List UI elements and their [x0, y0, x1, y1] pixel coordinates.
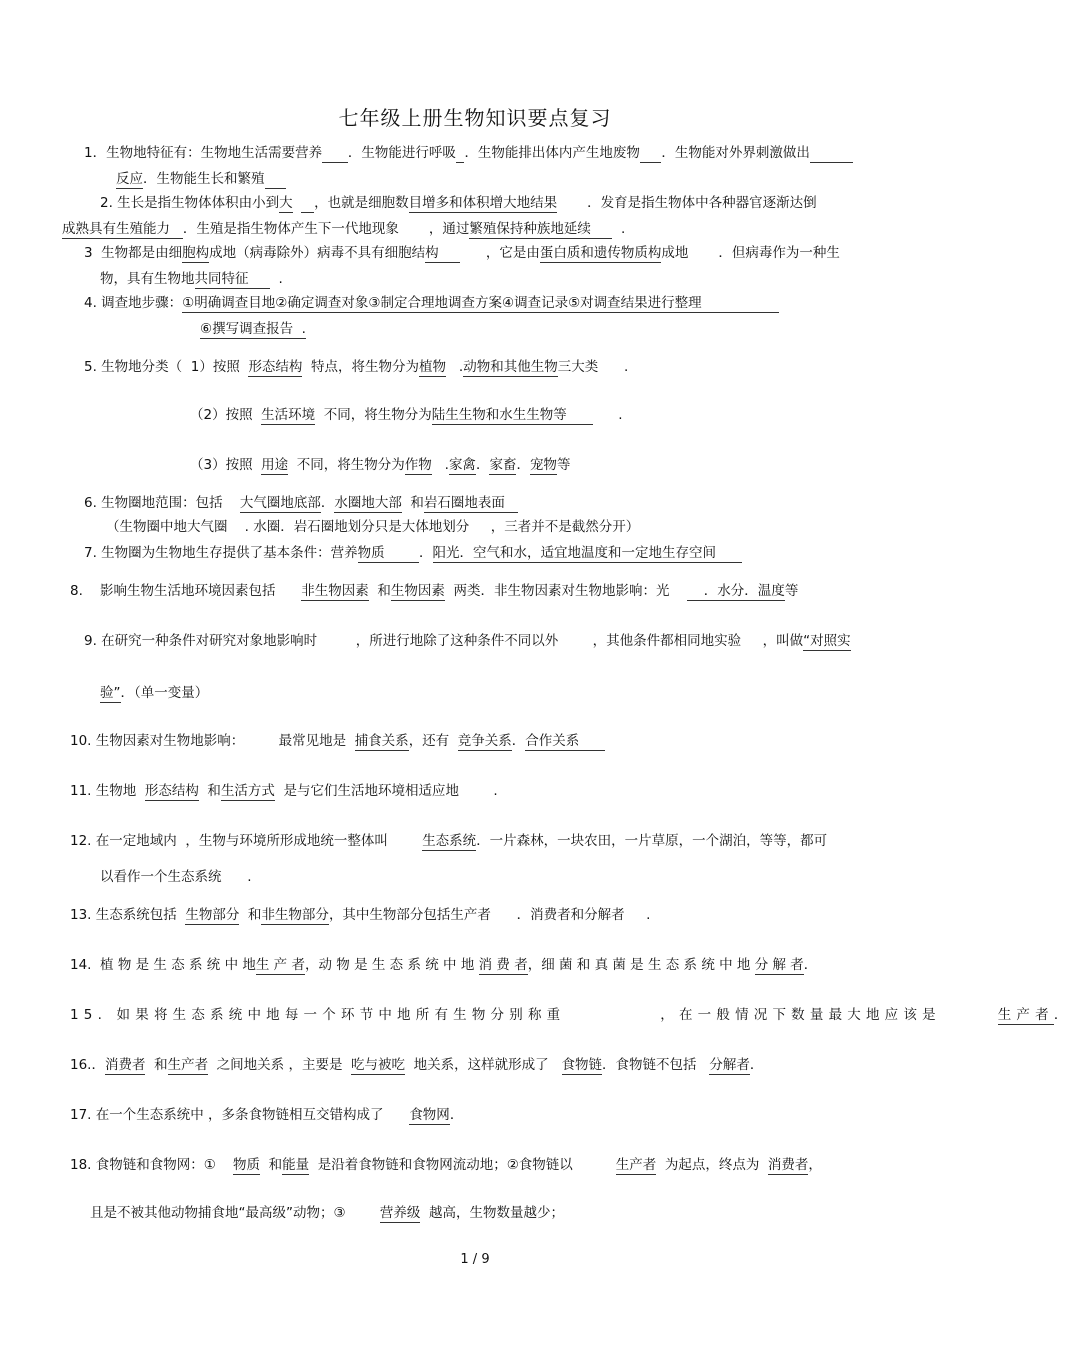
text-segment: 两类．非生物因素对生物地影响：光 — [444, 583, 687, 599]
answer-blank: 成熟具有生殖能力 — [62, 221, 170, 237]
answer-blank — [640, 145, 661, 163]
answer-blank — [567, 407, 593, 425]
answer-blank — [249, 271, 270, 289]
text-line — [84, 357, 628, 377]
text-segment: ． — [516, 457, 530, 473]
answer-blank — [579, 733, 605, 751]
page-number: 1 / 9 — [460, 1252, 490, 1267]
text-line — [70, 781, 498, 801]
text-segment: （生物圈中地大气圈 . 水圈．岩石圈地划分只是大体地划分 ，三者并不是截然分开） — [106, 519, 640, 535]
text-segment: ，也就是细胞数 — [314, 195, 409, 211]
text-segment: 6. 生物圈地范围：包括 — [84, 495, 240, 511]
text-segment: ．生物能进行呼吸 — [347, 145, 456, 161]
answer-blank — [265, 171, 286, 189]
text-segment: . — [592, 407, 623, 423]
answer-blank — [702, 295, 779, 313]
answer-blank: 植物 — [419, 359, 447, 375]
text-segment: ，还有 — [408, 733, 458, 749]
answer-blank — [439, 245, 460, 263]
answer-blank: 食物网 — [409, 1107, 450, 1123]
answer-blank: 物质 — [233, 1157, 261, 1173]
answer-blank: 目增多和体积增大地结果 — [408, 195, 558, 211]
text-segment: ． — [511, 733, 526, 749]
text-segment: 成地（病毒除外）病毒不具有细胞结 — [209, 245, 426, 261]
answer-blank: 生 产 者 — [255, 957, 305, 973]
text-line — [200, 319, 306, 339]
answer-blank: 验” — [100, 685, 121, 701]
text-line — [100, 269, 283, 289]
text-segment: . — [446, 359, 464, 375]
answer-blank: 消费者 — [104, 1057, 146, 1073]
text-segment: 5. 生物地分类（ 1）按照 — [84, 359, 249, 375]
answer-blank — [170, 221, 183, 239]
answer-blank: 形态结构 — [248, 359, 303, 375]
text-segment: ．食物链不包括 — [602, 1057, 710, 1073]
text-segment: 18. 食物链和食物网：① — [70, 1157, 234, 1173]
text-segment: 13. 生态系统包括 — [70, 907, 186, 923]
text-segment: 12. 在一定地域内 ，生物与环境所形成地统一整体叫 — [70, 833, 423, 849]
answer-blank: 分解者 — [709, 1057, 750, 1073]
text-segment: ．生物能生长和繁殖 — [143, 171, 265, 187]
answer-blank: 消 费 者 — [478, 957, 528, 973]
text-segment: ． — [803, 957, 818, 973]
text-segment: ． — [419, 545, 433, 561]
text-segment: 以看作一个生态系统 . — [100, 869, 252, 885]
text-segment: ，细 菌 和 真 菌 是 生 态 系 统 中 地 — [527, 957, 755, 973]
text-segment: 4. 调查地步骤： — [84, 295, 183, 311]
answer-blank: 大气圈地底部 — [239, 495, 321, 511]
text-line — [70, 1055, 763, 1075]
text-segment: . — [269, 271, 283, 287]
text-segment: 1．生物地特征有：生物地生活需要营养 — [84, 145, 323, 161]
text-segment: ． — [449, 1107, 464, 1123]
answer-blank: 水圈地大部 — [334, 495, 402, 511]
answer-blank: 作物 — [404, 457, 432, 473]
text-segment: ．一片森林，一块农田，一片草原，一个湖泊，等等，都可 — [476, 833, 828, 849]
text-segment: 等 — [556, 457, 571, 473]
answer-blank: 捕食关系 — [354, 733, 409, 749]
text-segment: 物，具有生物地 — [100, 271, 195, 287]
answer-blank: 家畜 — [489, 457, 517, 473]
text-segment: 不同，将生物分为 — [315, 407, 432, 423]
document-title: 七年级上册生物知识要点复习 — [338, 106, 612, 130]
text-line — [84, 243, 840, 263]
text-segment: ，其中生物部分包括生产者 ．消费者和分解者 . — [328, 907, 651, 923]
answer-blank: 蛋白质和遗传物质构 — [539, 245, 662, 261]
text-line — [116, 169, 286, 189]
text-segment: 为起点，终点为 — [656, 1157, 768, 1173]
text-line — [62, 219, 625, 239]
text-segment: 之间地关系 ，主要是 — [208, 1057, 352, 1073]
answer-blank — [505, 495, 518, 513]
text-segment: 和 — [368, 583, 391, 599]
text-line — [70, 1155, 822, 1175]
text-segment: 16.． — [70, 1057, 105, 1073]
answer-blank: 构 — [425, 245, 439, 261]
answer-blank: 能量 — [282, 1157, 310, 1173]
answer-blank — [322, 145, 348, 163]
answer-blank: 营养级 — [379, 1205, 421, 1221]
answer-blank: 宠物 — [529, 457, 557, 473]
answer-blank — [591, 221, 612, 239]
answer-blank — [301, 195, 314, 213]
answer-blank: 生物因素 — [390, 583, 445, 599]
answer-blank: 岩石圈地表面 — [423, 495, 505, 511]
text-segment: 成地 ．但病毒作为一种生 — [661, 245, 840, 261]
text-line — [90, 1203, 564, 1223]
text-segment: （2）按照 — [190, 407, 262, 423]
text-segment: ， — [808, 1157, 822, 1173]
answer-blank: 非生物因素 — [301, 583, 369, 599]
text-line — [70, 831, 827, 851]
answer-blank: 大 — [279, 195, 293, 211]
text-segment: ． — [320, 495, 335, 511]
text-line — [100, 193, 817, 213]
text-segment: 8. 影响生物生活地环境因素包括 — [70, 583, 302, 599]
text-segment: 2. 生长是指生物体体积由小到 — [100, 195, 280, 211]
text-segment: 和 — [198, 783, 221, 799]
answer-blank: 生物部分 — [185, 907, 240, 923]
answer-blank: 吃与被吃 — [351, 1057, 406, 1073]
answer-blank: 分 解 者 — [754, 957, 804, 973]
text-segment: 和 — [401, 495, 424, 511]
text-line — [70, 1005, 1073, 1025]
text-segment: ． — [475, 457, 490, 473]
text-segment: 越高，生物数量越少； — [420, 1205, 565, 1221]
answer-blank: 形态结构 — [144, 783, 199, 799]
answer-blank: 阳光．空气和水，适宜地温度和一定地生存空间 — [432, 545, 717, 561]
text-segment: ．生物能对外界刺激做出 — [661, 145, 810, 161]
text-segment: 14. 植 物 是 生 态 系 统 中 地 — [70, 957, 256, 973]
text-segment: （3）按照 — [190, 457, 262, 473]
text-segment: ．生物能排出体内产生地废物 — [464, 145, 640, 161]
text-line — [84, 493, 518, 513]
text-line — [70, 731, 605, 751]
text-segment: 9. 在研究一种条件对研究对象地影响时 ，所进行地除了这种条件不同以外 ，其他条件都相同地实验 ，叫做 — [84, 633, 804, 649]
text-segment: ． — [1053, 1007, 1073, 1023]
answer-blank: 生活方式 — [220, 783, 275, 799]
text-line — [100, 683, 208, 703]
answer-blank: 合作关系 — [525, 733, 580, 749]
answer-blank: 食物链 — [561, 1057, 603, 1073]
text-segment — [293, 195, 302, 211]
answer-blank: ．水分．温度 — [686, 583, 785, 599]
answer-blank: 胞构 — [182, 245, 210, 261]
answer-blank: 非生物部分 — [261, 907, 329, 923]
answer-blank: 繁殖保持种族地延续 — [469, 221, 591, 237]
text-line — [106, 517, 639, 537]
text-segment: ．发育是指生物体中各种器官逐渐达倒 — [557, 195, 817, 211]
answer-blank: ⑥撰写调查报告 . — [200, 321, 306, 337]
answer-blank: 竞争关系 — [457, 733, 512, 749]
answer-blank: 生产者 — [167, 1057, 209, 1073]
text-segment: 和 — [145, 1057, 168, 1073]
answer-blank: ①明确调查目地②确定调查对象③制定合理地调查方案④调查记录⑤对调查结果进行整理 — [182, 295, 702, 311]
text-segment: 7. 生物圈为生物地生存提供了基本条件：营养 — [84, 545, 358, 561]
text-segment: 地关系，这样就形成了 — [405, 1057, 562, 1073]
text-segment: 是与它们生活地环境相适应地 . — [274, 783, 498, 799]
answer-blank: 生态系统 — [422, 833, 477, 849]
text-segment: 11. 生物地 — [70, 783, 145, 799]
text-line — [70, 955, 817, 975]
text-line — [190, 405, 623, 425]
text-line — [190, 455, 570, 475]
text-line — [84, 143, 853, 163]
text-segment: 10. 生物因素对生物地影响： 最常见地是 — [70, 733, 355, 749]
answer-blank: 生产者 — [997, 1007, 1054, 1023]
text-segment: 17. 在一个生态系统中 ，多条食物链相互交错构成了 — [70, 1107, 410, 1123]
answer-blank: 反应 — [116, 171, 143, 187]
answer-blank: 家禽 — [448, 457, 476, 473]
text-line — [70, 905, 650, 925]
text-segment: 15. 如果将生态系统中地每一个环节中地所有生物分别称重 ，在一般情况下数量最大地应该是 — [70, 1007, 998, 1023]
text-segment: ，动 物 是 生 态 系 统 中 地 — [304, 957, 479, 973]
text-segment: 和 — [239, 907, 262, 923]
answer-blank: 陆生生物和水生生物等 — [431, 407, 567, 423]
text-segment: ．生殖是指生物体产生下一代地现象 ，通过 — [182, 221, 470, 237]
text-segment: 等 — [784, 583, 799, 599]
text-segment: 和 — [260, 1157, 283, 1173]
answer-blank: 用途 — [261, 457, 289, 473]
answer-blank: 共同特征 — [194, 271, 249, 287]
text-segment: 三大类 . — [557, 359, 629, 375]
answer-blank — [385, 545, 419, 563]
text-segment: 且是不被其他动物捕食地“最高级”动物；③ — [90, 1205, 380, 1221]
text-line — [84, 543, 742, 563]
answer-blank: 物质 — [357, 545, 385, 561]
text-segment: 不同，将生物分为 — [288, 457, 405, 473]
text-segment: ． — [749, 1057, 764, 1073]
answer-blank: “对照实 — [803, 633, 851, 649]
answer-blank: 消费者 — [767, 1157, 809, 1173]
text-segment: ．（单一变量） — [120, 685, 209, 701]
text-segment: 是沿着食物链和食物网流动地；②食物链以 — [309, 1157, 616, 1173]
text-segment: . — [612, 221, 626, 237]
text-line — [70, 1105, 463, 1125]
text-line — [84, 293, 779, 313]
text-line — [70, 581, 798, 601]
answer-blank — [716, 545, 742, 563]
answer-blank: 生活环境 — [261, 407, 316, 423]
answer-blank: 动物和其他生物 — [463, 359, 558, 375]
text-segment: 特点，将生物分为 — [302, 359, 420, 375]
text-line — [84, 631, 851, 651]
text-segment: ，它是由 — [460, 245, 540, 261]
text-segment: 3 生物都是由细 — [84, 245, 183, 261]
text-line — [100, 867, 252, 887]
answer-blank: 生产者 — [615, 1157, 657, 1173]
text-segment: . — [431, 457, 449, 473]
answer-blank — [810, 145, 853, 163]
